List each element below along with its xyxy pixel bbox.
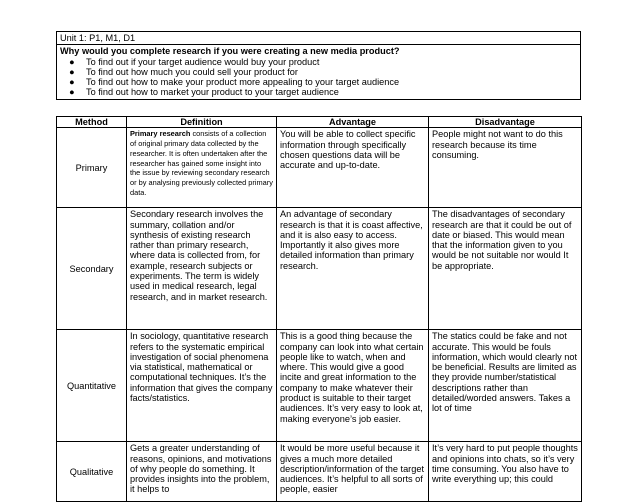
research-methods-table bbox=[56, 116, 582, 502]
advantage-cell: An advantage of secondary research is that it is coast affective, and it is also easy to access. Importantly it also gives more detailed information than primary research. bbox=[277, 208, 429, 330]
column-header-method: Method bbox=[57, 117, 127, 128]
list-item: ● To find out how to make your product more appealing to your target audience bbox=[69, 77, 400, 88]
table-header-row bbox=[57, 117, 582, 128]
disadvantage-cell: It’s very hard to put people thoughts and opinions into chats, so it’s very time consuming. You also have to write everything up; this could bbox=[429, 442, 582, 502]
advantage-cell: It would be more useful because it gives a much more detailed description/information of the target audiences. It’s helpful to all sorts of people, easier bbox=[277, 442, 429, 502]
unit-line: Unit 1: P1, M1, D1 bbox=[57, 32, 581, 45]
method-cell: Qualitative bbox=[57, 442, 127, 502]
reasons-list bbox=[60, 57, 577, 98]
question-text: Why would you complete research if you were creating a new media product? bbox=[60, 46, 400, 57]
bullet-icon: ● bbox=[69, 66, 75, 77]
intro-box bbox=[56, 31, 581, 100]
method-cell: Secondary bbox=[57, 208, 127, 330]
method-cell: Primary bbox=[57, 128, 127, 208]
definition-cell: In sociology, quantitative research refers to the systematic empirical investigation of social phenomena via statistical, mathematical or computational techniques. It’s the information that gives the company facts/statistics. bbox=[127, 330, 277, 442]
column-header-disadvantage: Disadvantage bbox=[429, 117, 582, 128]
method-cell: Quantitative bbox=[57, 330, 127, 442]
table-row bbox=[57, 208, 582, 330]
disadvantage-cell: People might not want to do this research because its time consuming. bbox=[429, 128, 582, 208]
bullet-icon: ● bbox=[69, 77, 75, 88]
definition-text: consists of a collection of original primary data collected by the researcher. It is often undertaken after the researcher has gained some insight into the issue by reviewing secondary research or by analysing previously collected primary data. bbox=[130, 129, 273, 197]
column-header-advantage: Advantage bbox=[277, 117, 429, 128]
disadvantage-cell: The statics could be fake and not accurate. This would be fouls information, which would clearly not be beneficial. Results are limited as they provide number/statistical descriptions rather than detailed/worded answers. Takes a lot of time bbox=[429, 330, 582, 442]
bullet-icon: ● bbox=[69, 56, 75, 67]
advantage-cell: You will be able to collect specific information through specifically chosen questions data will be accurate and up-to-date. bbox=[277, 128, 429, 208]
definition-term: Primary research bbox=[130, 129, 191, 139]
table-row bbox=[57, 330, 582, 442]
list-item: ● To find out how much you could sell your product for bbox=[69, 66, 298, 77]
definition-cell: Gets a greater understanding of reasons, opinions, and motivations of why people do something. It provides insights into the problem, it helps to bbox=[127, 442, 277, 502]
list-item: ● To find out how to market your product to your target audience bbox=[69, 87, 339, 98]
definition-cell bbox=[127, 128, 277, 208]
advantage-cell: This is a good thing because the company can look into what certain people like to watch, when and where. This would give a good incite and great information to the company to make whatever their product is suitable to their target audiences. It’s very easy to look at, making everyone’s job easier. bbox=[277, 330, 429, 442]
question-cell bbox=[57, 45, 581, 99]
table-row bbox=[57, 128, 582, 208]
bullet-icon: ● bbox=[69, 87, 75, 98]
column-header-definition: Definition bbox=[127, 117, 277, 128]
definition-cell: Secondary research involves the summary, collation and/or synthesis of existing research rather than primary research, where data is collected from, for example, research subjects or experiments. The term is widely used in medical research, legal research, and in market research. bbox=[127, 208, 277, 330]
disadvantage-cell: The disadvantages of secondary research are that it could be out of date or biased. This would mean that the information given to you would be not suitable nor would It be appropriate. bbox=[429, 208, 582, 330]
list-item: ● To find out if your target audience would buy your product bbox=[69, 56, 320, 67]
